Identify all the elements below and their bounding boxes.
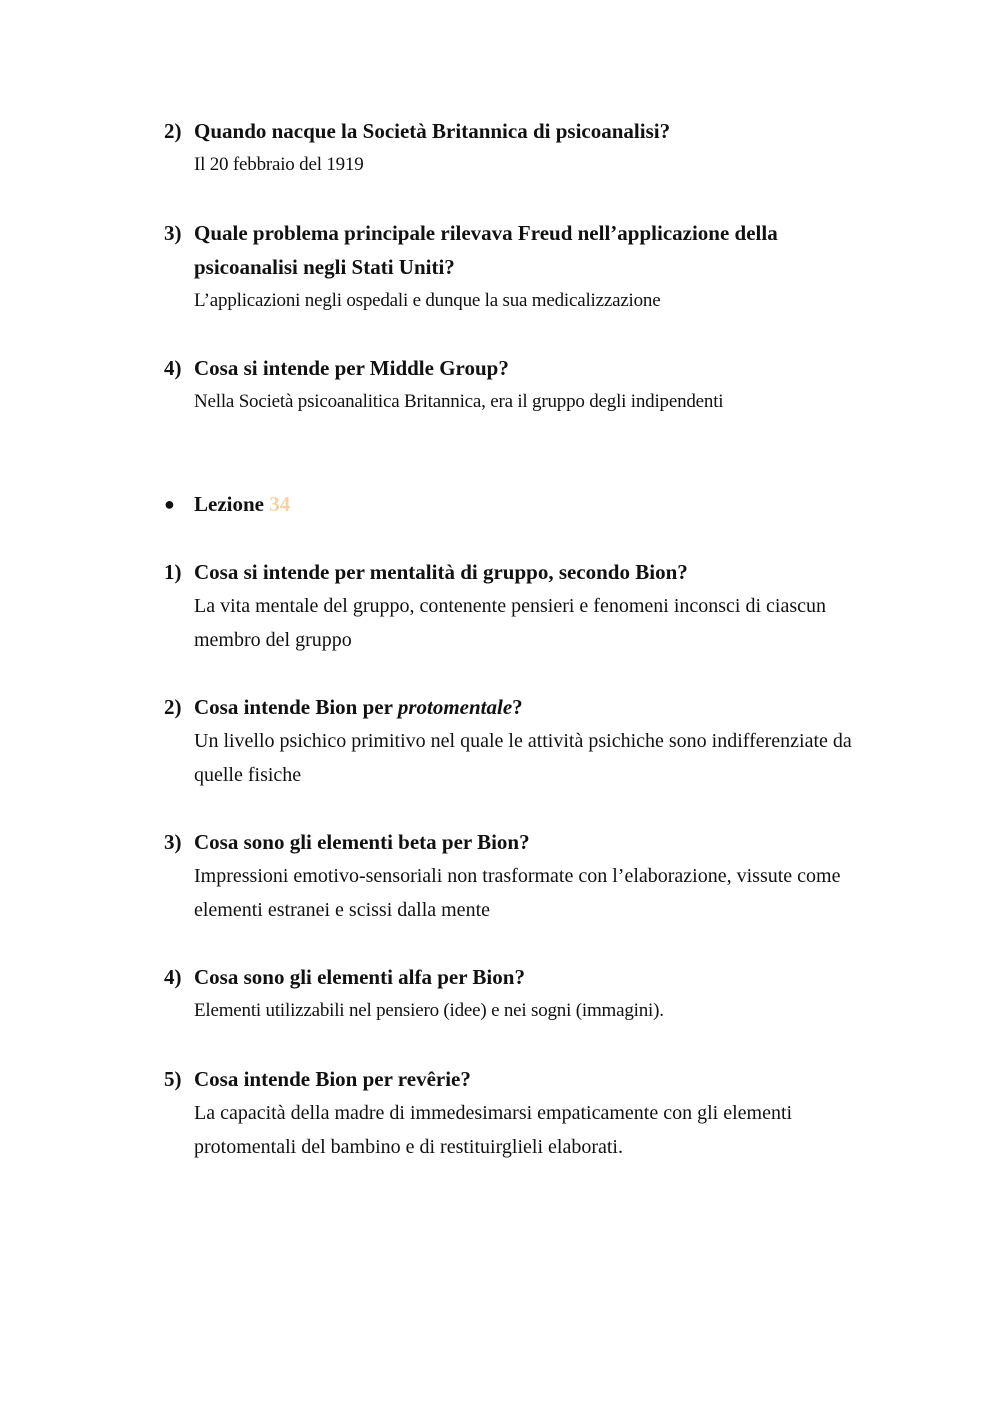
question	[164, 825, 884, 859]
answer-text: Elementi utilizzabili nel pensiero (idee) e nei sogni (immagini).	[194, 1000, 664, 1021]
question-number: 4)	[164, 965, 182, 989]
question	[164, 690, 884, 724]
question-emphasis: protomentale	[397, 695, 513, 719]
question-suffix: ?	[512, 695, 523, 719]
question	[164, 351, 884, 385]
question-text: Cosa intende Bion per revêrie?	[194, 1067, 471, 1091]
question-text: Cosa sono gli elementi beta per Bion?	[194, 830, 530, 854]
question-text: Cosa si intende per mentalità di gruppo, secondo Bion?	[194, 560, 688, 584]
question	[164, 114, 884, 148]
question-prefix: Cosa intende Bion per	[194, 695, 398, 719]
qa-item	[164, 825, 884, 927]
question-number: 3)	[164, 221, 182, 245]
qa-item	[164, 1062, 884, 1164]
question	[164, 960, 884, 994]
question-text	[194, 690, 884, 724]
question-text: Quando nacque la Società Britannica di psicoanalisi?	[194, 119, 671, 143]
qa-item	[164, 555, 884, 657]
answer-text: Il 20 febbraio del 1919	[194, 154, 364, 175]
answer-text: L’applicazioni negli ospedali e dunque la sua medicalizzazione	[194, 290, 661, 311]
question-number: 5)	[164, 1067, 182, 1091]
question-number: 2)	[164, 695, 182, 719]
question-text: Quale problema principale rilevava Freud nell’applicazione della psicoanalisi negli Stati Uniti?	[194, 221, 778, 279]
qa-item	[164, 351, 884, 419]
question-text: Cosa si intende per Middle Group?	[194, 356, 509, 380]
qa-item	[164, 960, 884, 1028]
qa-item	[164, 114, 884, 182]
lesson-number: 34	[269, 492, 291, 516]
question-number: 2)	[164, 119, 182, 143]
lesson-label: Lezione	[194, 492, 264, 516]
answer-text: Un livello psichico primitivo nel quale le attività psichiche sono indifferenziate da quelle fisiche	[194, 730, 852, 786]
lesson-heading	[164, 487, 290, 521]
answer-text: Nella Società psicoanalitica Britannica, era il gruppo degli indipendenti	[194, 391, 724, 412]
answer-text: La vita mentale del gruppo, contenente pensieri e fenomeni inconsci di ciascun membro del gruppo	[194, 595, 826, 651]
question	[164, 1062, 884, 1096]
question-number: 3)	[164, 830, 182, 854]
question-text: Cosa sono gli elementi alfa per Bion?	[194, 965, 525, 989]
answer-text: La capacità della madre di immedesimarsi empaticamente con gli elementi protomentali del bambino e di restituirglieli elaborati.	[194, 1102, 793, 1158]
qa-item	[164, 690, 884, 792]
answer-text: Impressioni emotivo-sensoriali non trasformate con l’elaborazione, vissute come elementi estranei e scissi dalla mente	[194, 865, 841, 921]
question-number: 1)	[164, 560, 182, 584]
question	[164, 216, 884, 284]
bullet-icon: ●	[164, 494, 175, 514]
question-number: 4)	[164, 356, 182, 380]
question	[164, 555, 884, 589]
qa-item	[164, 216, 884, 318]
